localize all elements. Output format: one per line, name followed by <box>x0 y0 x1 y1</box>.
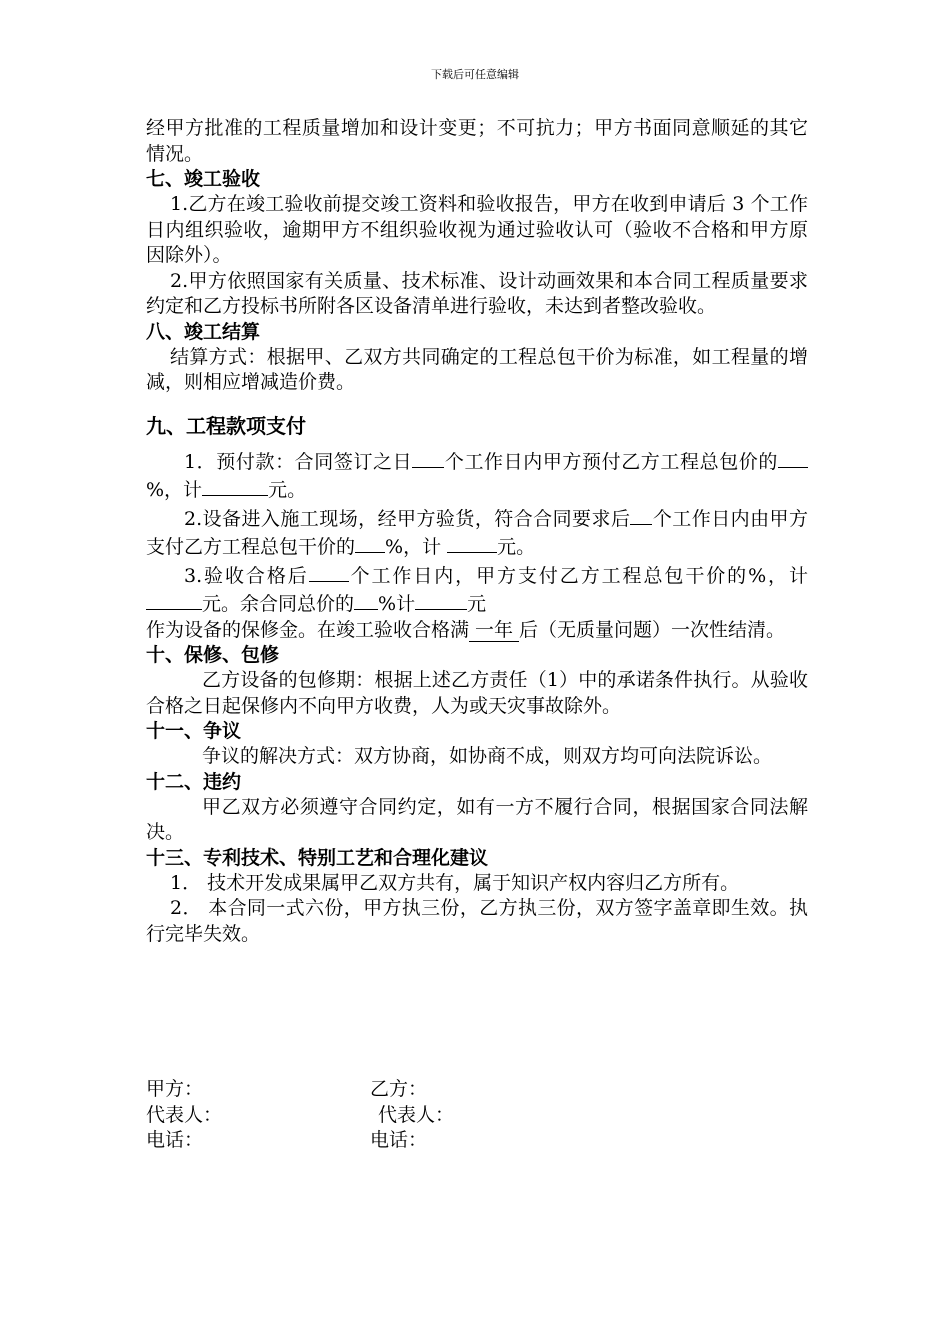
blank-amount-4[interactable] <box>415 589 467 610</box>
section-9-item-4: 作为设备的保修金。在竣工验收合格满 一年 后（无质量问题）一次性结清。 <box>146 618 786 641</box>
section-7-item-1: 1.乙方在竣工验收前提交竣工资料和验收报告，甲方在收到申请后 3 个工作日内组织验收，逾期甲方不组织验收视为通过验收认可（验收不合格和甲方原因除外）。 <box>146 193 808 266</box>
section-9-item-2: 2.设备进入施工现场，经甲方验货，符合合同要求后 个工作日内由甲方支付乙方工程总包干价的 %，计 元。 <box>146 504 808 561</box>
blank-days-3[interactable] <box>309 561 349 582</box>
party-b-label: 乙方： <box>370 1078 428 1100</box>
section-10-heading: 十、保修、包修 <box>146 644 280 666</box>
rep-b-label: 代表人： <box>378 1103 455 1126</box>
section-10-paragraph: 乙方设备的包修期：根据上述乙方责任（1）中的承诺条件执行。从验收合格之日起保修内不向甲方收费，人为或天灾事故除外。 <box>146 669 808 717</box>
section-13-item-2: 2． 本合同一式六份，甲方执三份，乙方执三份，双方签字盖章即生效。执行完毕失效。 <box>146 897 808 945</box>
section-13-heading: 十三、专利技术、特别工艺和合理化建议 <box>146 846 489 869</box>
section-12-paragraph: 甲乙双方必须遵守合同约定，如有一方不履行合同，根据国家合同法解决。 <box>146 795 808 843</box>
document-body <box>146 116 808 947</box>
blank-days-1[interactable] <box>412 447 444 468</box>
blank-days-2[interactable] <box>630 504 652 525</box>
intro-paragraph: 经甲方批准的工程质量增加和设计变更；不可抗力；甲方书面同意顺延的其它情况。 <box>146 117 808 165</box>
section-9-heading: 九、工程款项支付 <box>146 413 306 438</box>
signature-block <box>146 1077 808 1154</box>
blank-amount-2[interactable] <box>447 532 497 553</box>
signature-rep-row <box>146 1103 808 1129</box>
blank-percent-1[interactable] <box>778 447 808 468</box>
page-header: 下载后可任意编辑 <box>431 68 519 81</box>
section-13-item-1: 1． 技术开发成果属甲乙双方共有，属于知识产权内容归乙方所有。 <box>170 871 740 894</box>
rep-a-label: 代表人： <box>146 1103 223 1126</box>
phone-a-label: 电话： <box>146 1129 204 1151</box>
blank-percent-3[interactable] <box>354 589 378 610</box>
section-8-heading: 八、竣工结算 <box>146 320 261 343</box>
section-12-heading: 十二、违约 <box>146 770 242 793</box>
section-9-item-3: 3.验收合格后 个工作日内，甲方支付乙方工程总包干价的%，计元。余合同总价的 %计 元 <box>146 561 808 618</box>
signature-party-row <box>146 1077 808 1103</box>
blank-percent-2[interactable] <box>355 532 385 553</box>
section-11-heading: 十一、争议 <box>146 720 242 742</box>
section-8-paragraph: 结算方式：根据甲、乙双方共同确定的工程总包干价为标准，如工程量的增减，则相应增减造价费。 <box>146 345 808 393</box>
section-7-heading: 七、竣工验收 <box>146 168 261 190</box>
blank-amount-1[interactable] <box>202 475 268 496</box>
blank-amount-3[interactable] <box>146 589 202 610</box>
phone-b-label: 电话： <box>370 1129 428 1151</box>
section-9-item-1: 1．预付款：合同签订之日 个工作日内甲方预付乙方工程总包价的%，计 元。 <box>146 447 808 504</box>
signature-phone-row <box>146 1128 808 1154</box>
section-11-paragraph: 争议的解决方式：双方协商，如协商不成，则双方均可向法院诉讼。 <box>202 745 773 767</box>
warranty-period-value: 一年 <box>469 619 519 642</box>
party-a-label: 甲方： <box>146 1078 204 1100</box>
section-7-item-2: 2.甲方依照国家有关质量、技术标准、设计动画效果和本合同工程质量要求约定和乙方投标书所附各区设备清单进行验收，未达到者整改验收。 <box>146 269 808 317</box>
